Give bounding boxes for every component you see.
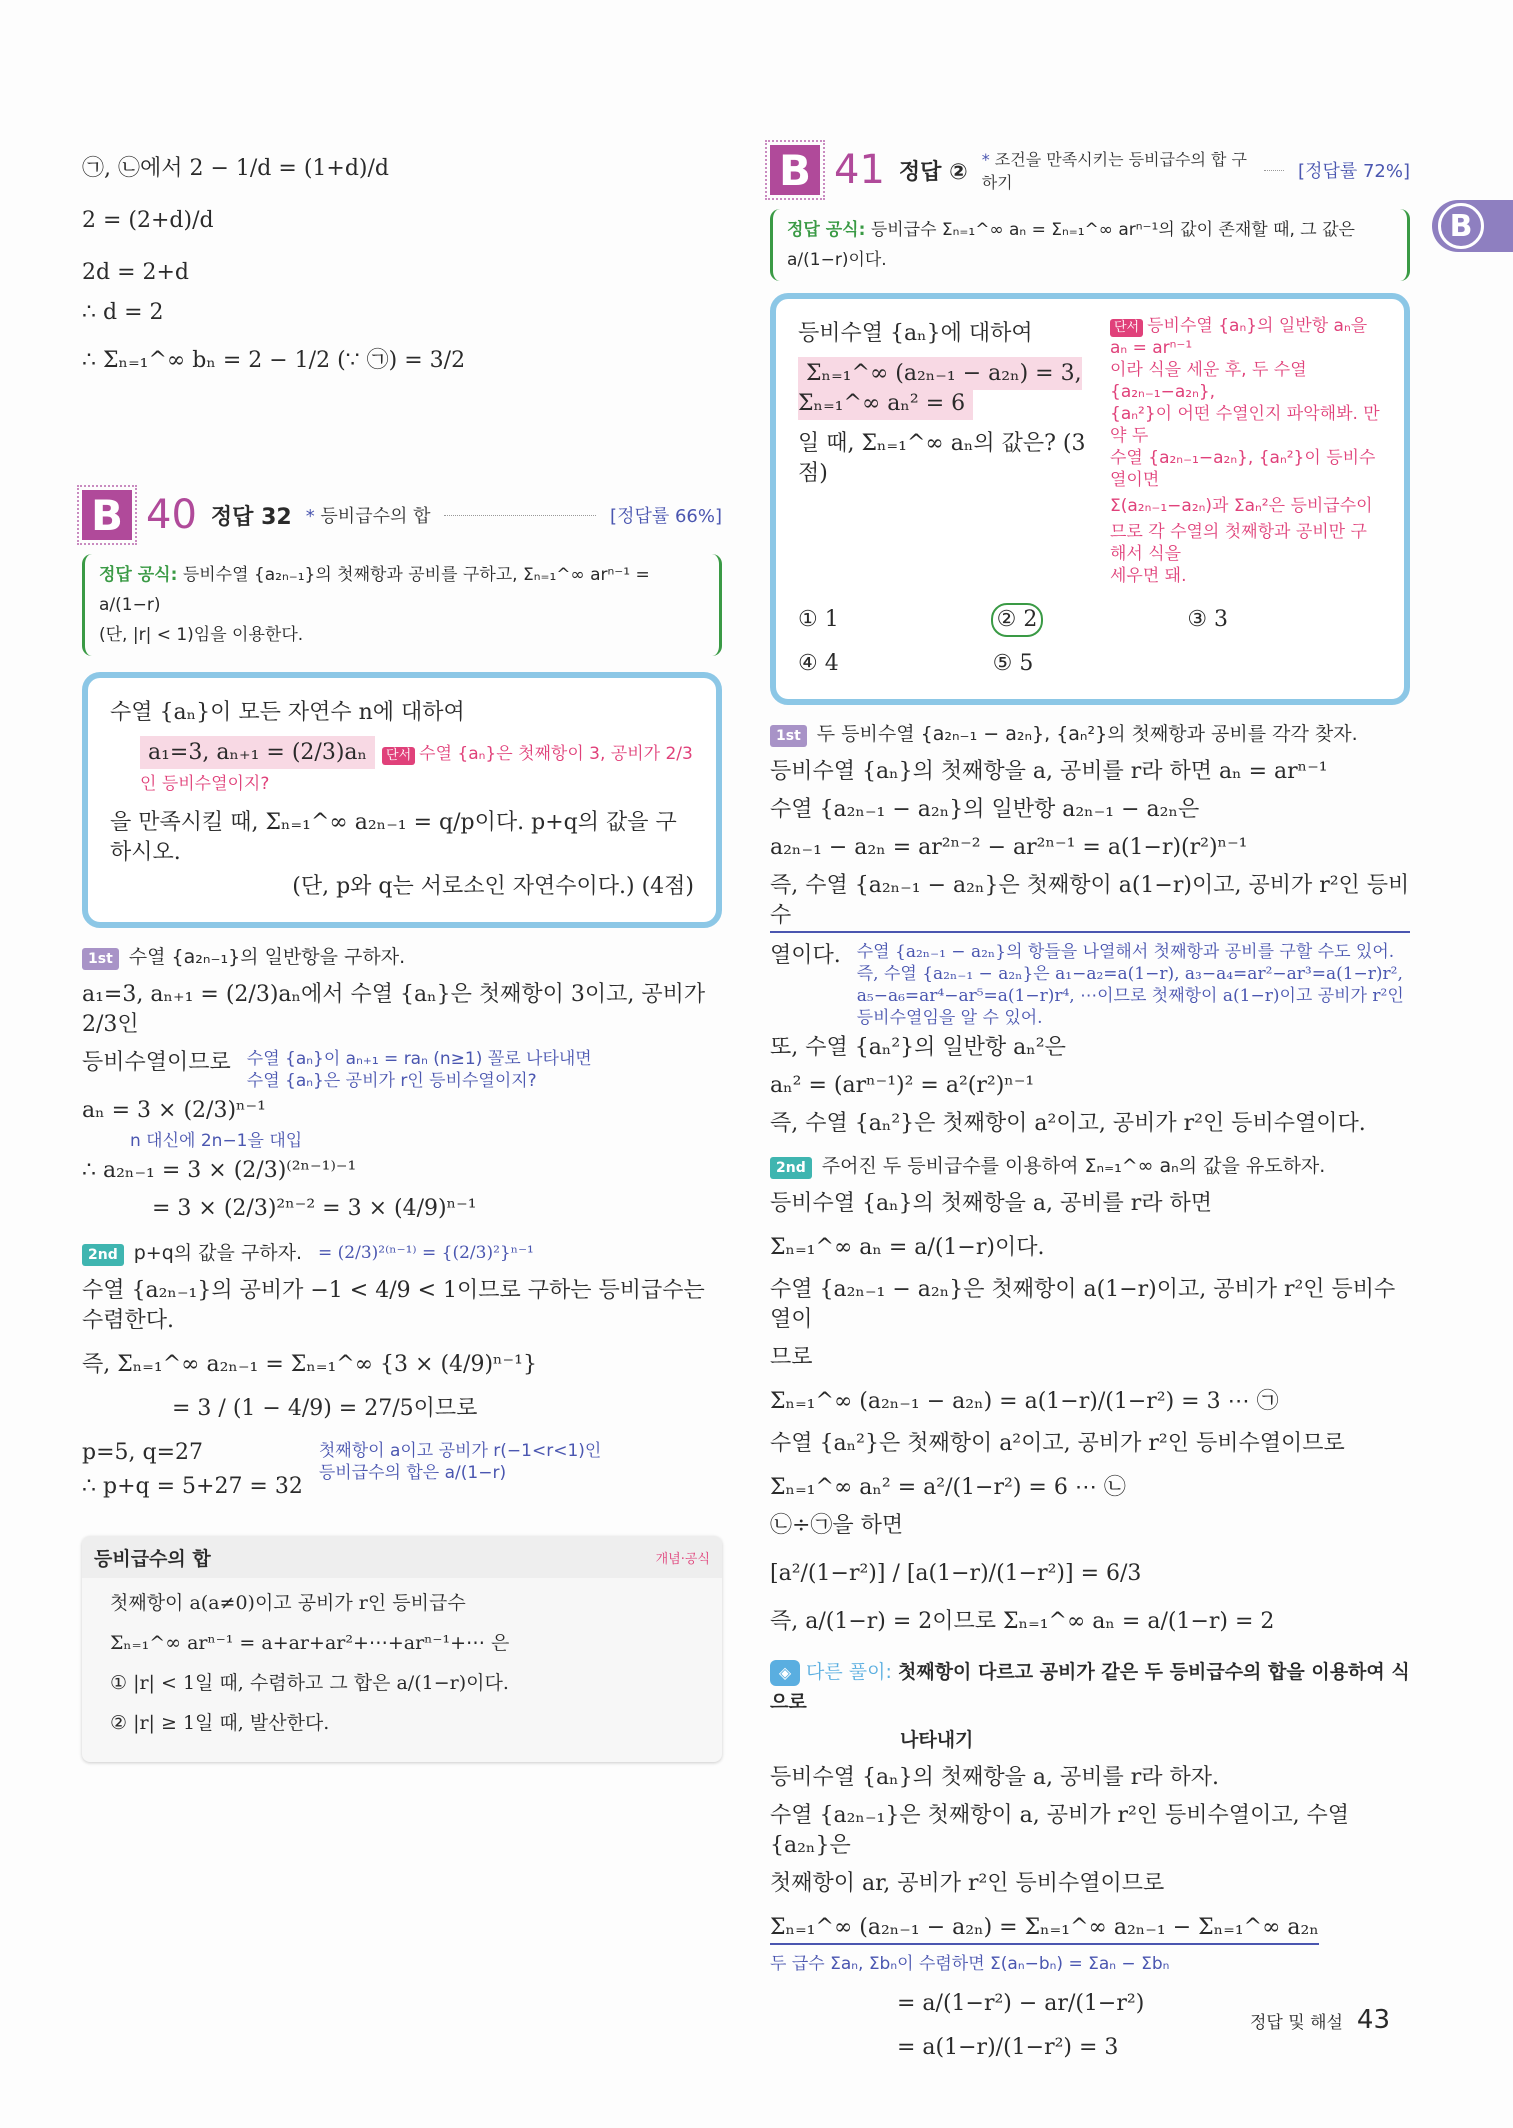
alt-solution-icon: ◈ — [770, 1660, 800, 1686]
problem-header-41 — [770, 145, 1410, 195]
step-title: 수열 {a₂ₙ₋₁}의 일반항을 구하자. — [128, 946, 406, 968]
left-column — [82, 150, 722, 1762]
solution-line: Σₙ₌₁^∞ (a₂ₙ₋₁ − a₂ₙ) = Σₙ₌₁^∞ a₂ₙ₋₁ − Σₙ₌₁^∞ a₂ₙ — [770, 1913, 1319, 1945]
solution-line: aₙ = 3 × (2/3)ⁿ⁻¹ — [82, 1098, 266, 1123]
solution-line: 2d = 2+d — [82, 260, 190, 285]
step-title: 주어진 두 등비급수를 이용하여 Σₙ₌₁^∞ aₙ의 값을 유도하자. — [821, 1155, 1326, 1177]
choice-2-selected[interactable]: ② 2 — [993, 605, 1042, 635]
solution-line: 2 = (2+d)/d — [82, 208, 214, 233]
solution-line: Σₙ₌₁^∞ (a₂ₙ₋₁ − a₂ₙ) = a(1−r)/(1−r²) = 3 ⋯ ㉠ — [770, 1389, 1279, 1414]
step-badge: 1st — [770, 725, 807, 747]
step-title: 두 등비수열 {a₂ₙ₋₁ − a₂ₙ}, {aₙ²}의 첫째항과 공비를 각각 찾자. — [816, 723, 1358, 745]
solution-line: ㉡÷㉠을 하면 — [770, 1513, 904, 1538]
hint-text: 수열 {aₙ}은 첫째항이 3, 공비가 2/3인 등비수열이지? — [140, 744, 693, 794]
formula-label: 정답 공식: — [787, 220, 866, 240]
solution-line: 수열 {aₙ²}은 첫째항이 a²이고, 공비가 r²인 등비수열이므로 — [770, 1431, 1345, 1456]
solution-line: aₙ² = (arⁿ⁻¹)² = a²(r²)ⁿ⁻¹ — [770, 1073, 1035, 1098]
problem-condition: a₁=3, aₙ₊₁ = (2/3)aₙ — [140, 736, 375, 769]
section-tab[interactable] — [1432, 200, 1513, 252]
solution-line: ∴ a₂ₙ₋₁ = 3 × (2/3)⁽²ⁿ⁻¹⁾⁻¹ — [82, 1158, 357, 1183]
solution-line: 등비수열 {aₙ}의 첫째항을 a, 공비를 r라 하면 — [770, 1191, 1212, 1216]
page-footer — [1250, 2005, 1390, 2035]
correct-rate: [정답률 72%] — [1298, 161, 1410, 182]
hint-text: {aₙ²}이 어떤 수열인지 파악해봐. 만약 두 — [1110, 404, 1380, 446]
solution-line: = a(1−r)/(1−r²) = 3 — [897, 2035, 1119, 2060]
solution-line: 또, 수열 {aₙ²}의 일반항 aₙ²은 — [770, 1035, 1066, 1060]
solution-line: 열이다. — [770, 943, 841, 968]
problem-box — [770, 293, 1410, 705]
solution-line: = 3 / (1 − 4/9) = 27/5이므로 — [172, 1396, 478, 1421]
leader-dots — [444, 514, 596, 516]
side-note: a₅−a₆=ar⁴−ar⁵=a(1−r)r⁴, ⋯이므로 첫째항이 a(1−r)이고 공비가 r²인 — [856, 986, 1404, 1006]
step-badge: 1st — [82, 948, 119, 970]
solution-line: 수열 {a₂ₙ₋₁}의 공비가 −1 < 4/9 < 1이므로 구하는 등비급수는 수렴한다. — [82, 1278, 705, 1333]
solution-line: p=5, q=27 — [82, 1440, 204, 1465]
choice-1[interactable]: ① 1 — [798, 607, 839, 632]
formula-label: 정답 공식: — [99, 565, 178, 585]
hint-text: 수열 {a₂ₙ₋₁−a₂ₙ}, {aₙ²}이 등비수열이면 — [1110, 448, 1376, 490]
concept-badge: 개념·공식 — [655, 1551, 710, 1567]
solution-line: 즉, 수열 {aₙ²}은 첫째항이 a²이고, 공비가 r²인 등비수열이다. — [770, 1111, 1366, 1136]
choice-3[interactable]: ③ 3 — [1187, 607, 1229, 632]
solution-line: 수열 {a₂ₙ₋₁ − a₂ₙ}은 첫째항이 a(1−r)이고, 공비가 r²인 등비수열이 — [770, 1277, 1396, 1332]
side-note: 등비수열임을 알 수 있어. — [856, 1008, 1043, 1028]
solution-line: ∴ p+q = 5+27 = 32 — [82, 1474, 303, 1499]
right-column — [770, 145, 1410, 2067]
solution-line: 등비수열이므로 — [82, 1050, 231, 1075]
side-note: n 대신에 2n−1을 대입 — [130, 1131, 303, 1151]
hint-text: Σ(a₂ₙ₋₁−a₂ₙ)과 Σaₙ²은 등비급수이 — [1110, 496, 1373, 516]
problem-text: 등비수열 {aₙ}에 대하여 — [798, 321, 1033, 346]
solution-line: 첫째항이 ar, 공비가 r²인 등비수열이므로 — [770, 1871, 1165, 1896]
solution-line: = 3 × (2/3)²ⁿ⁻² = 3 × (4/9)ⁿ⁻¹ — [152, 1196, 477, 1221]
topic-label: * 등비급수의 합 — [306, 502, 431, 528]
side-note: 즉, 수열 {a₂ₙ₋₁ − a₂ₙ}은 a₁−a₂=a(1−r), a₃−a₄=ar²−ar³=a(1−r)r², — [856, 964, 1403, 984]
formula-text: 등비수열 {a₂ₙ₋₁}의 첫째항과 공비를 구하고, Σₙ₌₁^∞ arⁿ⁻¹ = a/(1−r) — [99, 565, 650, 615]
choice-4[interactable]: ④ 4 — [798, 651, 839, 676]
problem-condition: Σₙ₌₁^∞ (a₂ₙ₋₁ − a₂ₙ) = 3, Σₙ₌₁^∞ aₙ² = 6 — [798, 357, 1082, 420]
hint-tag: 단서 — [1110, 319, 1143, 337]
step-title: p+q의 값을 구하자. — [133, 1242, 303, 1264]
choice-5[interactable]: ⑤ 5 — [992, 651, 1034, 676]
side-note: 첫째항이 a이고 공비가 r(−1<r<1)인 — [318, 1441, 602, 1461]
alt-title: 첫째항이 다르고 공비가 같은 두 등비급수의 합을 이용하여 식으로 — [770, 1661, 1410, 1713]
problem-text: 일 때, Σₙ₌₁^∞ aₙ의 값은? (3점) — [798, 431, 1086, 486]
alt-label: 다른 풀이: — [806, 1661, 892, 1683]
solution-line: = a/(1−r²) − ar/(1−r²) — [897, 1991, 1145, 2016]
leader-dots — [1264, 169, 1284, 171]
page-number: 43 — [1356, 2005, 1391, 2035]
topic-label: * 조건을 만족시키는 등비급수의 합 구하기 — [982, 147, 1250, 193]
side-note: 두 급수 Σaₙ, Σbₙ이 수렴하면 Σ(aₙ−bₙ) = Σaₙ − Σbₙ — [770, 1954, 1170, 1974]
step-badge: 2nd — [82, 1244, 124, 1266]
problem-box — [82, 672, 722, 928]
solution-line: 등비수열 {aₙ}의 첫째항을 a, 공비를 r라 하면 aₙ = arⁿ⁻¹ — [770, 759, 1328, 784]
section-tab-label: B — [1438, 203, 1484, 249]
solution-line: 수열 {a₂ₙ₋₁ − a₂ₙ}의 일반항 a₂ₙ₋₁ − a₂ₙ은 — [770, 797, 1200, 822]
hint-text: 이라 식을 세운 후, 두 수열 {a₂ₙ₋₁−a₂ₙ}, — [1110, 360, 1307, 402]
solution-line: ∴ d = 2 — [82, 300, 164, 325]
alt-title: 나타내기 — [900, 1729, 974, 1751]
solution-line: 즉, a/(1−r) = 2이므로 Σₙ₌₁^∞ aₙ = a/(1−r) = 2 — [770, 1609, 1275, 1634]
solution-line: 므로 — [770, 1345, 813, 1370]
answer-label: 정답 ② — [898, 159, 968, 185]
side-note: 등비급수의 합은 a/(1−r) — [318, 1463, 507, 1483]
side-note: 수열 {a₂ₙ₋₁ − a₂ₙ}의 항들을 나열해서 첫째항과 공비를 구할 수도 있어. — [856, 942, 1395, 962]
solution-line: ㉠, ㉡에서 2 − 1/d = (1+d)/d — [82, 156, 389, 181]
side-note: = (2/3)²⁽ⁿ⁻¹⁾ = {(2/3)²}ⁿ⁻¹ — [318, 1243, 534, 1263]
correct-rate: [정답률 66%] — [610, 506, 722, 527]
problem-text: 수열 {aₙ}이 모든 자연수 n에 대하여 — [110, 700, 465, 725]
problem-header-40 — [82, 490, 722, 540]
hint-text: 세우면 돼. — [1110, 566, 1187, 586]
solution-line: Σₙ₌₁^∞ aₙ = a/(1−r)이다. — [770, 1235, 1045, 1260]
solution-line: a₂ₙ₋₁ − a₂ₙ = ar²ⁿ⁻² − ar²ⁿ⁻¹ = a(1−r)(r²)ⁿ⁻¹ — [770, 835, 1248, 860]
section-badge: B — [82, 490, 132, 540]
concept-line: 첫째항이 a(a≠0)이고 공비가 r인 등비급수 — [110, 1592, 466, 1614]
hint-text: 등비수열 {aₙ}의 일반항 aₙ을 aₙ = arⁿ⁻¹ — [1110, 316, 1368, 358]
solution-line: [a²/(1−r²)] / [a(1−r)/(1−r²)] = 6/3 — [770, 1561, 1142, 1586]
section-badge: B — [770, 145, 820, 195]
answer-label: 정답 32 — [210, 504, 292, 530]
formula-text: 등비급수 Σₙ₌₁^∞ aₙ = Σₙ₌₁^∞ arⁿ⁻¹의 값이 존재할 때, 그 값은 a/(1−r)이다. — [787, 220, 1355, 270]
concept-title: 등비급수의 합 — [94, 1547, 211, 1570]
solution-line: 즉, 수열 {a₂ₙ₋₁ − a₂ₙ}은 첫째항이 a(1−r)이고, 공비가 r²인 등비수 — [770, 871, 1410, 933]
footer-label: 정답 및 해설 — [1250, 2013, 1343, 2033]
side-note: 수열 {aₙ}은 공비가 r인 등비수열이지? — [246, 1071, 537, 1091]
concept-line: ② |r| ≥ 1일 때, 발산한다. — [110, 1712, 330, 1734]
solution-line: ∴ Σₙ₌₁^∞ bₙ = 2 − 1/2 (∵ ㉠) = 3/2 — [82, 348, 466, 373]
solution-line: 수열 {a₂ₙ₋₁}은 첫째항이 a, 공비가 r²인 등비수열이고, 수열 {a₂ₙ}은 — [770, 1803, 1350, 1858]
concept-box — [82, 1536, 722, 1762]
step-badge: 2nd — [770, 1157, 812, 1179]
hint-tag: 단서 — [382, 747, 415, 765]
solution-line: 등비수열 {aₙ}의 첫째항을 a, 공비를 r라 하자. — [770, 1765, 1219, 1790]
answer-formula — [82, 554, 722, 656]
problem-text: (단, p와 q는 서로소인 자연수이다.) (4점) — [292, 874, 694, 899]
solution-line: Σₙ₌₁^∞ aₙ² = a²/(1−r²) = 6 ⋯ ㉡ — [770, 1475, 1126, 1500]
solution-line: a₁=3, aₙ₊₁ = (2/3)aₙ에서 수열 {aₙ}은 첫째항이 3이고, 공비가 2/3인 — [82, 982, 706, 1037]
problem-number: 41 — [834, 147, 885, 193]
formula-text: (단, |r| < 1)임을 이용한다. — [99, 625, 304, 645]
side-note: 수열 {aₙ}이 aₙ₊₁ = raₙ (n≥1) 꼴로 나타내면 — [246, 1049, 592, 1069]
hint-text: 므로 각 수열의 첫째항과 공비만 구해서 식을 — [1110, 522, 1367, 564]
problem-number: 40 — [146, 492, 197, 538]
answer-formula — [770, 209, 1410, 281]
concept-line: Σₙ₌₁^∞ arⁿ⁻¹ = a+ar+ar²+⋯+arⁿ⁻¹+⋯ 은 — [110, 1632, 510, 1654]
concept-line: ① |r| < 1일 때, 수렴하고 그 합은 a/(1−r)이다. — [110, 1672, 509, 1694]
problem-text: 을 만족시킬 때, Σₙ₌₁^∞ a₂ₙ₋₁ = q/p이다. p+q의 값을 구하시오. — [110, 810, 677, 865]
solution-line: 즉, Σₙ₌₁^∞ a₂ₙ₋₁ = Σₙ₌₁^∞ {3 × (4/9)ⁿ⁻¹} — [82, 1352, 537, 1377]
